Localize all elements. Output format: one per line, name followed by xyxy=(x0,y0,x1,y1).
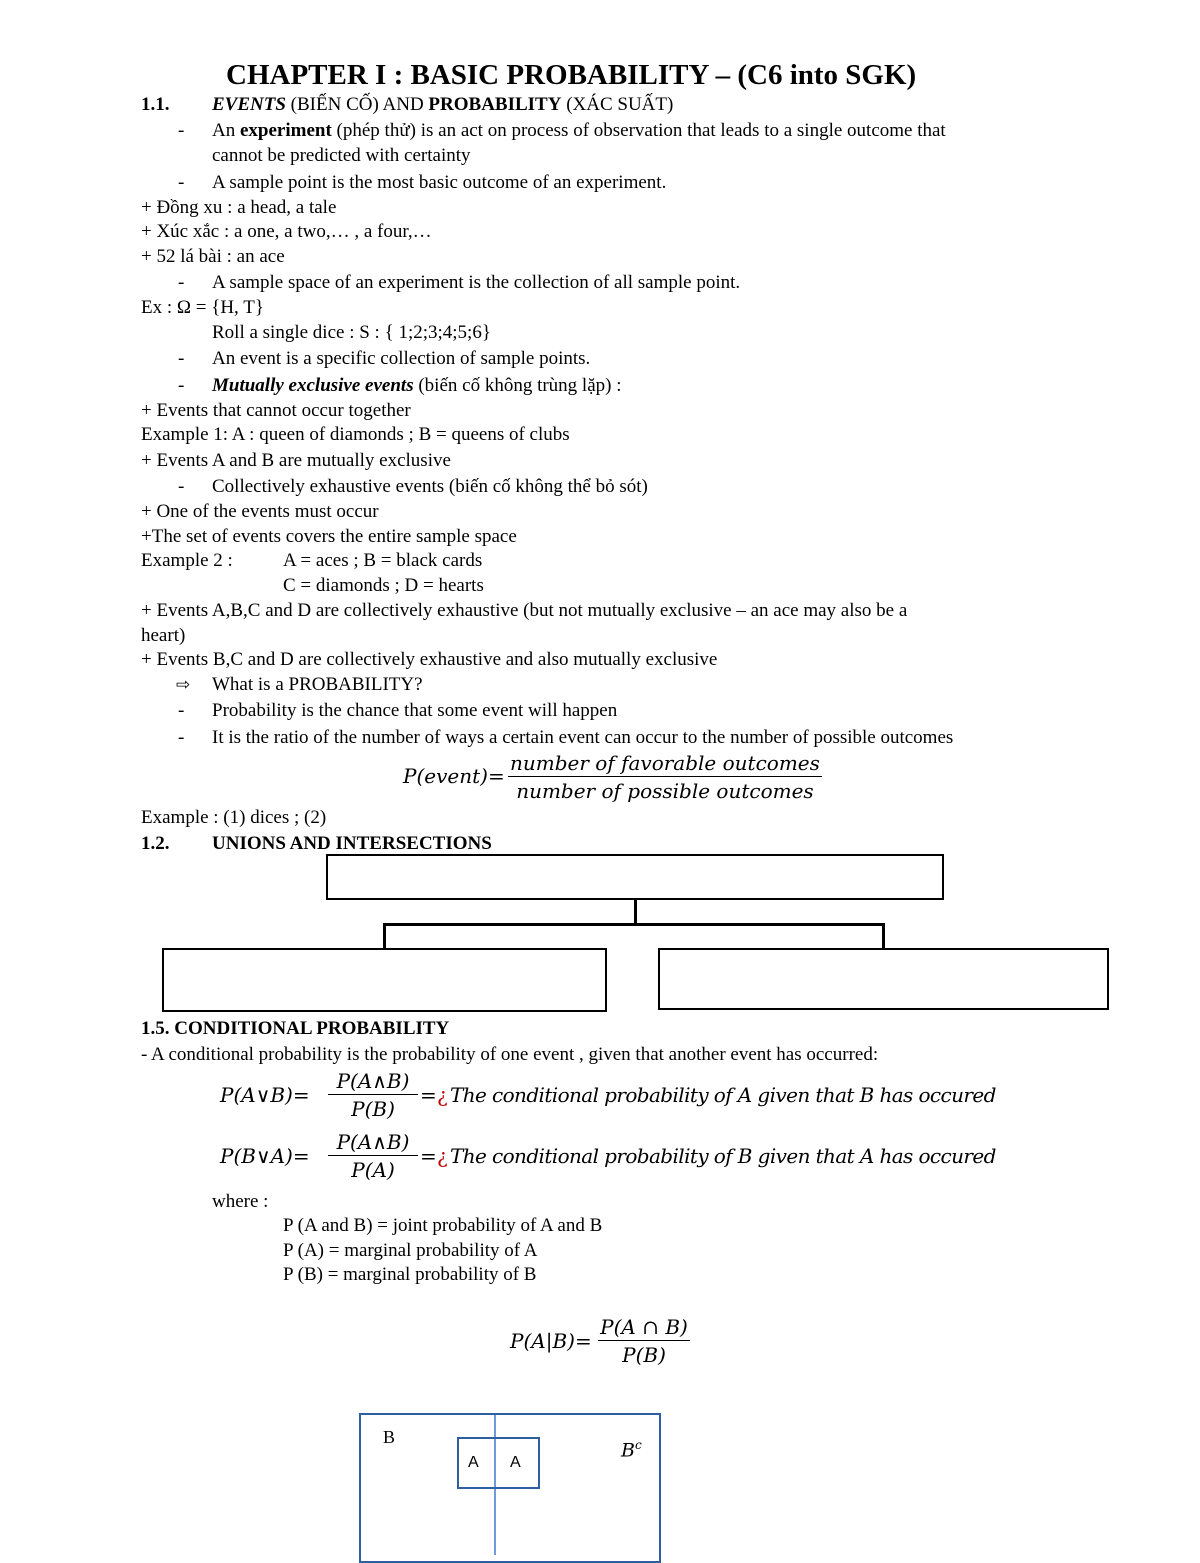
formula-1-denominator: P(B) xyxy=(351,1097,395,1121)
formula-3-numerator: P(A ∩ B) xyxy=(598,1314,690,1341)
diagram-connector-stem xyxy=(634,900,637,924)
set-covers-space: +The set of events covers the entire sample space xyxy=(141,526,517,547)
section-heading-1-1 xyxy=(212,94,673,116)
experiment-definition xyxy=(212,120,946,142)
bullet-dash: - xyxy=(178,476,185,497)
venn-label-a-left: A xyxy=(468,1454,479,1471)
diagram-right-box xyxy=(658,948,1109,1010)
example-2-label: Example 2 : xyxy=(141,550,233,571)
collectively-exhaustive: Collectively exhaustive events (biến cố không thể bỏ sót) xyxy=(212,476,648,497)
page-title: CHAPTER I : BASIC PROBABILITY – (C6 into SGK) xyxy=(226,59,917,91)
venn-label-bc-base: B xyxy=(621,1439,635,1462)
sample-space-definition: A sample space of an experiment is the collection of all sample point. xyxy=(212,272,741,293)
formula-event-numerator: number of favorable outcomes xyxy=(510,751,820,775)
bullet-dash: - xyxy=(178,348,185,369)
cannot-occur-together: + Events that cannot occur together xyxy=(141,400,411,421)
ab-mutually-exclusive: + Events A and B are mutually exclusive xyxy=(141,450,451,471)
formula-1-numerator: P(A∧B) xyxy=(328,1068,418,1095)
cards-example: + 52 lá bài : an ace xyxy=(141,246,285,267)
abcd-exhaustive-cont: heart) xyxy=(141,625,186,646)
coin-example: + Đồng xu : a head, a tale xyxy=(141,197,337,218)
example-2-line-2: C = diamonds ; D = hearts xyxy=(283,575,484,596)
diagram-connector-bar xyxy=(383,923,885,926)
venn-label-b: B xyxy=(383,1427,396,1447)
events-vn: (BIẾN CỐ) AND xyxy=(285,94,429,115)
formula-3-lhs: P(A|B)= xyxy=(510,1329,592,1353)
one-must-occur: + One of the events must occur xyxy=(141,501,379,522)
bullet-dash: - xyxy=(178,727,185,748)
bullet-dash: - xyxy=(178,375,185,396)
probability-heading: PROBABILITY xyxy=(428,94,562,115)
where-label: where : xyxy=(212,1191,269,1212)
event-definition: An event is a specific collection of sample points. xyxy=(212,348,591,369)
formula-2-equals: = xyxy=(420,1144,437,1168)
example-1: Example 1: A : queen of diamonds ; B = queens of clubs xyxy=(141,424,570,445)
section-heading-1-2: UNIONS AND INTERSECTIONS xyxy=(212,833,492,854)
roll-dice-example: Roll a single dice : S : { 1;2;3;4;5;6} xyxy=(212,322,491,343)
formula-1-equals: = xyxy=(420,1083,437,1107)
venn-label-bc-sup: c xyxy=(634,1438,642,1452)
formula-1-glyph: ¿ xyxy=(437,1083,448,1107)
section-number-1-1: 1.1. xyxy=(141,94,170,115)
sample-point-definition: A sample point is the most basic outcome of an experiment. xyxy=(212,172,667,193)
diagram-left-box xyxy=(162,948,607,1012)
formula-3-denominator: P(B) xyxy=(622,1343,666,1367)
formula-2-denominator: P(A) xyxy=(351,1158,395,1182)
formula-2-text: The conditional probability of B given that A has occured xyxy=(450,1144,996,1168)
mutually-exclusive-term: Mutually exclusive events xyxy=(212,375,414,396)
formula-1-text: The conditional probability of A given that B has occured xyxy=(450,1083,996,1107)
formula-2-numerator: P(A∧B) xyxy=(328,1129,418,1156)
formula-1-fraction xyxy=(328,1068,418,1123)
marginal-probability-a: P (A) = marginal probability of A xyxy=(283,1240,538,1261)
formula-event-lhs: P(event)= xyxy=(403,764,505,788)
formula-2-glyph: ¿ xyxy=(437,1144,448,1168)
mutually-exclusive-vn: (biến cố không trùng lặp) : xyxy=(413,375,622,396)
abcd-exhaustive: + Events A,B,C and D are collectively exhaustive (but not mutually exclusive – an ace may also be a xyxy=(141,600,908,621)
formula-1-lhs: P(A∨B)= xyxy=(220,1083,310,1107)
probability-chance: Probability is the chance that some event will happen xyxy=(212,700,618,721)
conditional-definition: - A conditional probability is the probability of one event , given that another event has occurred: xyxy=(141,1044,879,1065)
experiment-term: experiment xyxy=(239,120,332,141)
dice-example: + Xúc xắc : a one, a two,… , a four,… xyxy=(141,221,432,242)
marginal-probability-b: P (B) = marginal probability of B xyxy=(283,1264,537,1285)
section-number-1-2: 1.2. xyxy=(141,833,170,854)
omega-example: Ex : Ω = {H, T} xyxy=(141,297,264,318)
diagram-connector-right xyxy=(882,923,885,949)
bullet-dash: - xyxy=(178,272,185,293)
formula-event-denominator: number of possible outcomes xyxy=(516,779,814,803)
joint-probability: P (A and B) = joint probability of A and B xyxy=(283,1215,603,1236)
diagram-connector-left xyxy=(383,923,386,949)
mutually-exclusive-heading xyxy=(212,375,622,397)
formula-2-fraction xyxy=(328,1129,418,1184)
arrow-icon: ⇨ xyxy=(176,675,191,695)
probability-ratio: It is the ratio of the number of ways a certain event can occur to the number of possible outcomes xyxy=(212,727,954,748)
diagram-top-box xyxy=(326,854,944,900)
exp-prefix: An xyxy=(212,120,240,141)
experiment-definition-cont: cannot be predicted with certainty xyxy=(212,145,471,166)
exp-rest: (phép thử) is an act on process of observation that leads to a single outcome that xyxy=(331,120,946,141)
what-is-probability: What is a PROBABILITY? xyxy=(212,674,423,695)
bullet-dash: - xyxy=(178,120,185,141)
section-heading-1-5: 1.5. CONDITIONAL PROBABILITY xyxy=(141,1018,450,1039)
probability-vn: (XÁC SUẤT) xyxy=(561,94,674,115)
events-heading: EVENTS xyxy=(212,94,286,115)
example-dices: Example : (1) dices ; (2) xyxy=(141,807,327,828)
bcd-exhaustive: + Events B,C and D are collectively exhaustive and also mutually exclusive xyxy=(141,649,718,670)
formula-2-lhs: P(B∨A)= xyxy=(220,1144,310,1168)
venn-label-bc xyxy=(621,1434,642,1461)
bullet-dash: - xyxy=(178,700,185,721)
venn-label-a-right: A xyxy=(510,1454,521,1471)
formula-3-fraction xyxy=(598,1314,690,1369)
example-2-line-1: A = aces ; B = black cards xyxy=(283,550,483,571)
formula-event-fraction xyxy=(508,750,822,805)
bullet-dash: - xyxy=(178,172,185,193)
